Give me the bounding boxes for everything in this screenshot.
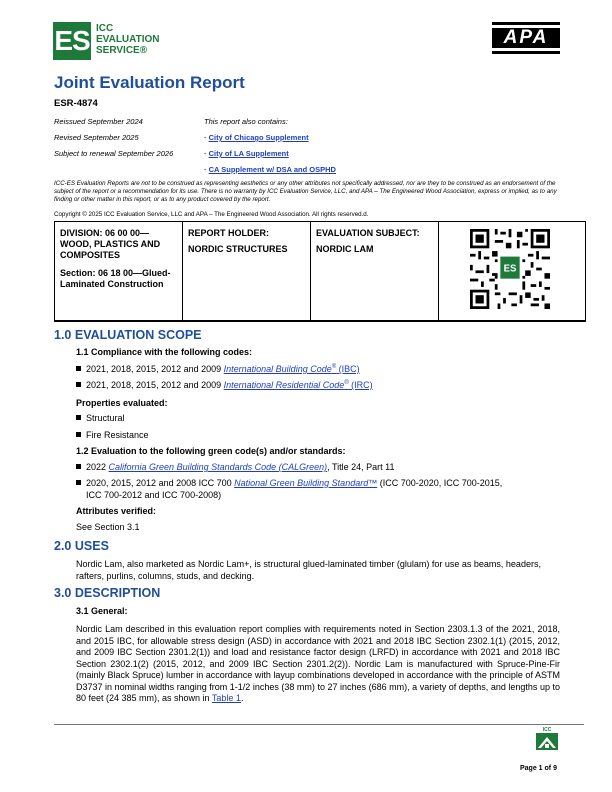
subject-name: NORDIC LAM — [316, 244, 374, 254]
properties-label: Properties evaluated: — [76, 398, 168, 408]
green-code-suffix: , Title 24, Part 11 — [327, 462, 395, 472]
green-code-suffix-2: ICC 700-2012 and ICC 700-2008) — [86, 489, 222, 500]
supplement-item: - CA Supplement w/ DSA and OSPHD — [204, 165, 336, 174]
property-text: Fire Resistance — [86, 430, 149, 440]
table-1-link[interactable]: Table 1 — [211, 693, 241, 703]
attributes-text: See Section 3.1 — [76, 522, 140, 532]
section-3-heading — [54, 586, 160, 600]
code-years: 2021, 2018, 2015, 2012 and 2009 — [86, 380, 224, 390]
report-info-box — [54, 221, 586, 322]
subject-cell — [311, 222, 439, 320]
chicago-supplement-link[interactable]: City of Chicago Supplement — [208, 133, 309, 142]
section-number: 3.0 — [54, 586, 72, 600]
ibc-abbr-link[interactable]: (IBC) — [336, 364, 360, 374]
footer-divider — [54, 724, 584, 725]
qr-cell — [439, 222, 585, 320]
report-title: Joint Evaluation Report — [54, 73, 245, 92]
supplement-item: - City of Chicago Supplement — [204, 133, 309, 142]
irc-link-text: International Residential Code — [223, 380, 345, 390]
ca-supplement-link[interactable]: CA Supplement w/ DSA and OSPHD — [208, 165, 336, 174]
ibc-link[interactable]: International Building Code® — [223, 364, 337, 374]
subsection-1-1: 1.1 Compliance with the following codes: — [76, 347, 253, 357]
section-number: 1.0 — [54, 328, 72, 342]
renewal-date: Subject to renewal September 2026 — [54, 149, 174, 158]
section-number: 2.0 — [54, 539, 72, 553]
section-title: USES — [74, 539, 109, 553]
code-item — [76, 380, 373, 390]
description-end: . — [240, 693, 244, 703]
green-code-item — [76, 462, 395, 472]
copyright: Copyright © 2025 ICC Evaluation Service, LLC and APA – The Engineered Wood Association. All rights reserved.d. — [54, 211, 369, 218]
icc-es-logo-text — [96, 23, 160, 56]
subsection-1-2: 1.2 Evaluation to the following green code(s) and/or standards: — [76, 446, 346, 456]
irc-link[interactable]: International Residential Code® — [223, 380, 349, 390]
property-item — [76, 430, 149, 440]
code-years: 2021, 2018, 2015, 2012 and 2009 — [86, 364, 224, 374]
section: Section: 06 18 00—Glued-Laminated Construction — [60, 268, 171, 289]
holder-cell — [183, 222, 311, 320]
calgreen-link[interactable]: California Green Building Standards Code (CALGreen) — [108, 462, 328, 472]
la-supplement-link[interactable]: City of LA Supplement — [208, 149, 289, 158]
icc-building-icon — [536, 733, 558, 750]
green-code-suffix: (ICC 700-2020, ICC 700-2015, — [377, 478, 503, 488]
section-1-heading — [54, 328, 202, 342]
page-number: Page 1 of 9 — [520, 765, 557, 772]
icc-footer-logo — [536, 727, 558, 751]
holder-label: REPORT HOLDER: — [188, 228, 269, 238]
disclaimer: ICC-ES Evaluation Reports are not to be construed as representing aesthetics or any other attributes not specifically addressed, nor are they to be construed as an endorsement of the subject of the report or a recommendation for its use. There is no warranty by ICC Evaluation Service, LLC, and APA – The Engineered Wood Association, express or implied, as to any finding or other matter in this report, or as to any product covered by the report. — [54, 180, 557, 203]
section-title: DESCRIPTION — [74, 586, 161, 600]
green-code-years: 2020, 2015, 2012 and 2008 ICC 700 — [86, 478, 235, 488]
irc-abbr-link[interactable]: (IRC) — [348, 380, 373, 390]
es-logo: ES — [53, 22, 91, 60]
logo-line-2: EVALUATION — [96, 34, 160, 45]
subsection-3-1: 3.1 General: — [76, 606, 128, 616]
qr-code-icon[interactable] — [470, 229, 550, 309]
icc-logo-text: ICC — [542, 727, 552, 733]
apa-logo — [492, 22, 560, 54]
green-code-item — [76, 478, 560, 501]
ngbs-link[interactable]: National Green Building Standard™ — [234, 478, 378, 488]
logo-line-1: ICC — [96, 23, 114, 34]
division-cell — [55, 222, 183, 320]
supplement-item: - City of LA Supplement — [204, 149, 289, 158]
subject-label: EVALUATION SUBJECT: — [316, 228, 420, 238]
svg-text:ES: ES — [503, 263, 517, 275]
logo-line-3: SERVICE® — [96, 45, 148, 56]
revised-date: Revised September 2025 — [54, 133, 139, 142]
reissued-date: Reissued September 2024 — [54, 117, 143, 126]
green-code-year: 2022 — [86, 462, 109, 472]
apa-logo-text: APA — [492, 28, 560, 48]
section-title: EVALUATION SCOPE — [74, 328, 202, 342]
division: DIVISION: 06 00 00—WOOD, PLASTICS AND COMPOSITES — [60, 228, 161, 260]
description-body: Nordic Lam described in this evaluation report complies with requirements noted in Section 2303.1.3 of the 2021, 2018, and 2015 IBC, for allowable stress design (ASD) in accordance with 2021 and 2018 IBC Section 2302.1(1) (2015, 2012, and 2009 IBC Section 2301.2(1)) and load and resistance factor design (LRFD) in accordance with 2021 and 2018 IBC Section 2302.1(2) (2015, 2012, and 2009 IBC Section 2301.2(2)). Nordic Lam is manufactured with Spruce-Pine-Fir (mainly Black Spruce) lumber in accordance with layup combinations developed in accordance with the principle of ASTM D3737 in nominal widths ranging from 1-1/2 inches (38 mm) to 27 inches (686 mm), a variety of depths, and lengths up to 80 feet (24 385 mm), as shown in — [76, 624, 560, 703]
section-2-heading — [54, 539, 109, 553]
contains-label: This report also contains: — [204, 117, 288, 126]
uses-text: Nordic Lam, also marketed as Nordic Lam+, is structural glued-laminated timber (glulam) for use as beams, headers, rafters, purlins, columns, studs, and decking. — [76, 559, 541, 581]
description-text — [76, 624, 560, 705]
esr-number: ESR-4874 — [54, 98, 98, 109]
holder-name: NORDIC STRUCTURES — [188, 244, 288, 254]
property-item — [76, 413, 125, 423]
attributes-label: Attributes verified: — [76, 506, 157, 516]
ibc-link-text: International Building Code — [223, 364, 332, 374]
property-text: Structural — [86, 413, 125, 423]
code-item — [76, 364, 360, 374]
